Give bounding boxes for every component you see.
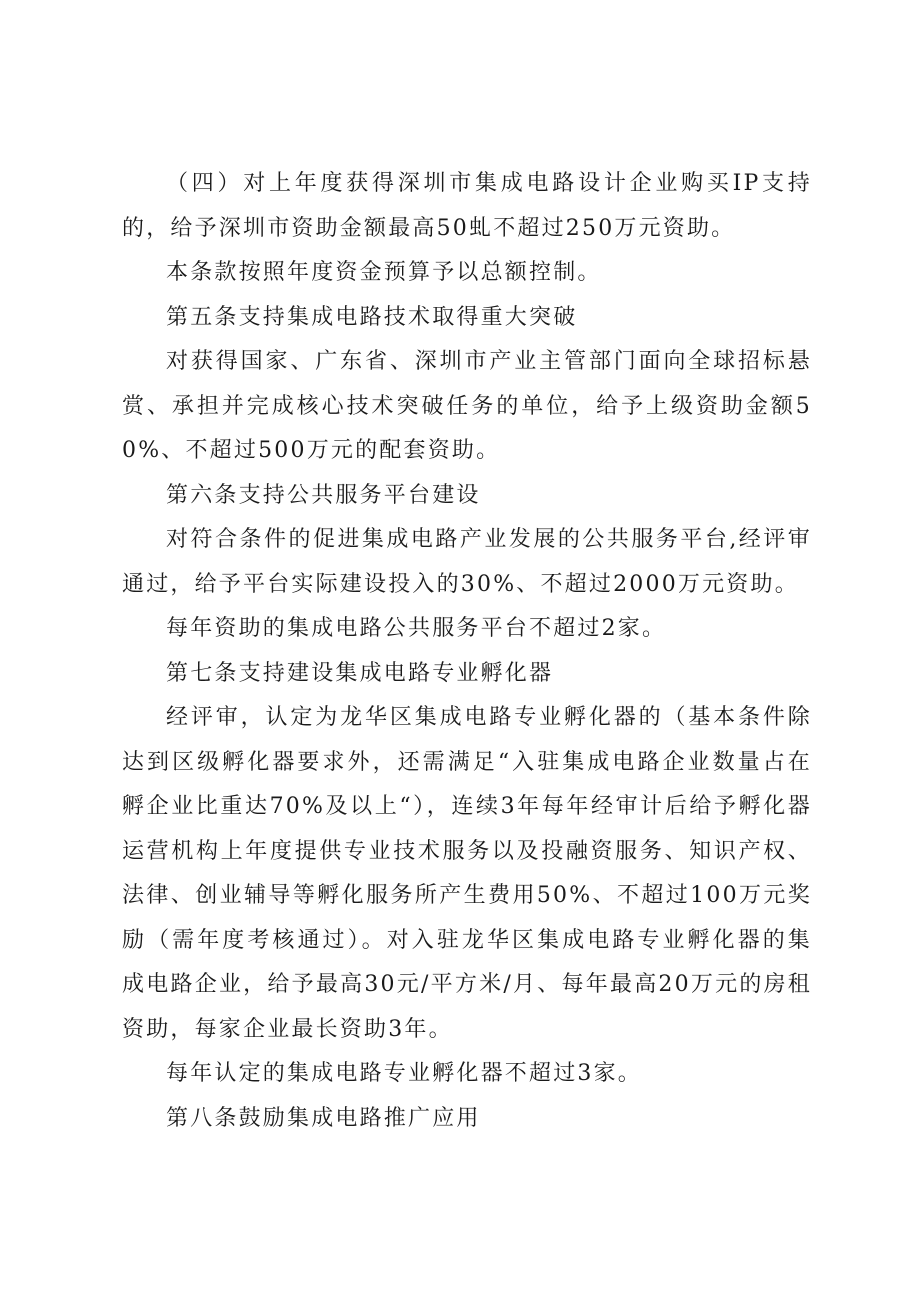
paragraph-article-5-body: 对获得国家、广东省、深圳市产业主管部门面向全球招标悬赏、承担并完成核心技术突破任务的单位，给予上级资助金额50%、不超过500万元的配套资助。 <box>122 349 812 463</box>
heading-article-6: 第六条支持公共服务平台建设 <box>166 482 481 508</box>
paragraph-section-4-ip-support: （四）对上年度获得深圳市集成电路设计企业购买IP支持的，给予深圳市资助金额最高50虬不超过250万元资助。 <box>122 171 812 241</box>
paragraph-article-7-limit: 每年认定的集成电路专业孵化器不超过3家。 <box>166 1061 642 1086</box>
heading-article-5: 第五条支持集成电路技术取得重大突破 <box>166 304 578 330</box>
heading-article-7: 第七条支持建设集成电路专业孵化器 <box>166 660 554 686</box>
heading-article-8: 第八条鼓励集成电路推广应用 <box>166 1105 481 1131</box>
paragraph-article-6-body: 对符合条件的促进集成电路产业发展的公共服务平台,经评审通过，给予平台实际建设投入的30%、不超过2000万元资助。 <box>122 527 812 597</box>
paragraph-budget-control: 本条款按照年度资金预算予以总额控制。 <box>166 260 602 285</box>
document-body <box>122 162 812 1141</box>
paragraph-article-6-limit: 每年资助的集成电路公共服务平台不超过2家。 <box>166 616 667 641</box>
paragraph-article-7-body: 经评审，认定为龙华区集成电路专业孵化器的（基本条件除达到区级孵化器要求外，还需满足“入驻集成电路企业数量占在孵企业比重达70%及以上“），连续3年每年经审计后给予孵化器运营机构上年度提供专业技术服务以及投融资服务、知识产权、法律、创业辅导等孵化服务所产生费用50%、不超过100万元奖励（需年度考核通过）。对入驻龙华区集成电路专业孵化器的集成电路企业，给予最高30元/平方米/月、每年最高20万元的房租资助，每家企业最长资助3年。 <box>122 705 812 1042</box>
